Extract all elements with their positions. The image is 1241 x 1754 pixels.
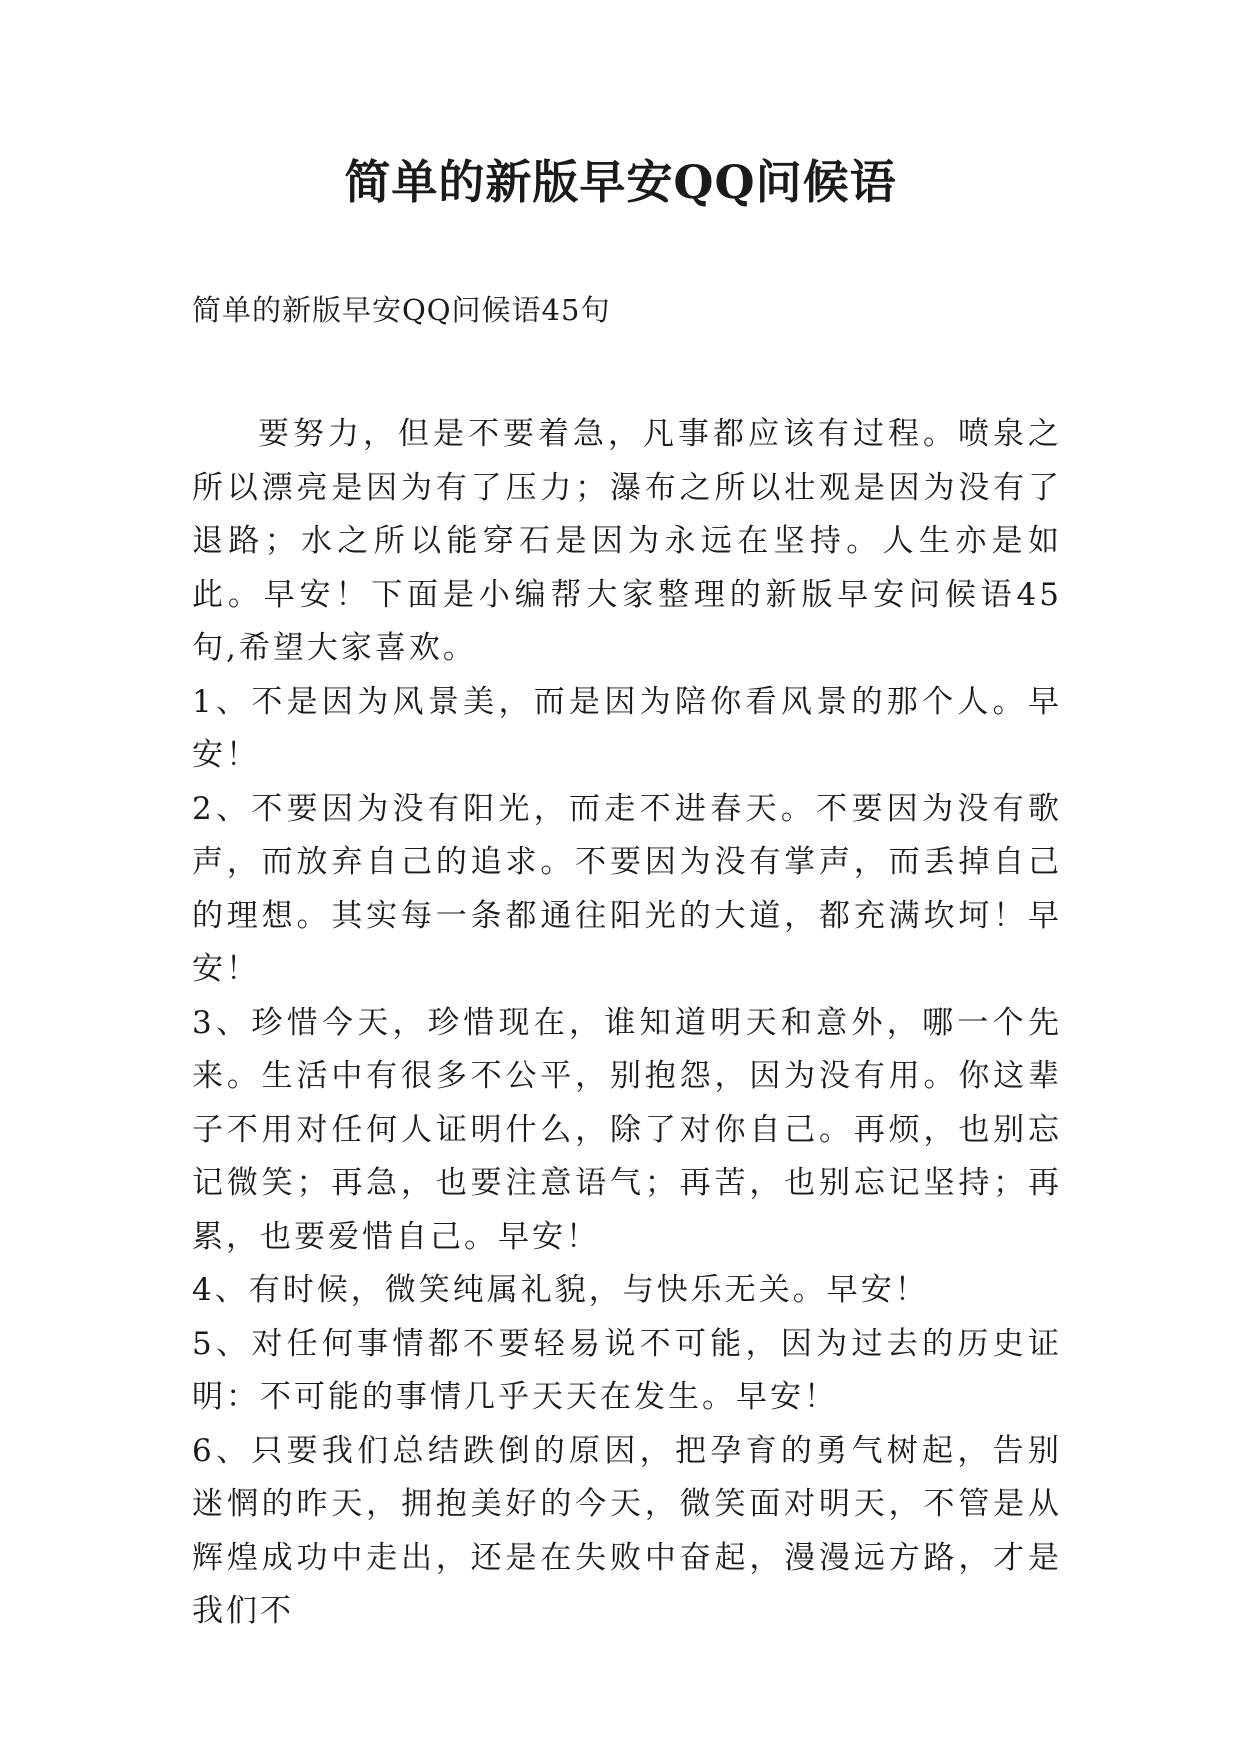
list-item: 2、不要因为没有阳光，而走不进春天。不要因为没有歌声，而放弃自己的追求。不要因为没有掌声，而丢掉自己的理想。其实每一条都通往阳光的大道，都充满坎坷！早安！ bbox=[192, 790, 1062, 987]
intro-paragraph: 要努力，但是不要着急，凡事都应该有过程。喷泉之所以漂亮是因为有了压力；瀑布之所以壮观是因为没有了退路；水之所以能穿石是因为永远在坚持。人生亦是如此。早安！下面是小编帮大家整理的新版早安问候语45句,希望大家喜欢。 bbox=[192, 416, 1062, 666]
document-subtitle: 简单的新版早安QQ问候语45句 bbox=[192, 293, 611, 327]
list-item: 1、不是因为风景美，而是因为陪你看风景的那个人。早安！ bbox=[192, 683, 1062, 773]
list-item: 6、只要我们总结跌倒的原因，把孕育的勇气树起，告别迷惘的昨天，拥抱美好的今天，微笑面对明天，不管是从辉煌成功中走出，还是在失败中奋起，漫漫远方路，才是我们不 bbox=[192, 1432, 1062, 1629]
document-title: 简单的新版早安QQ问候语 bbox=[344, 155, 897, 209]
list-item: 3、珍惜今天，珍惜现在，谁知道明天和意外，哪一个先来。生活中有很多不公平，别抱怨，因为没有用。你这辈子不用对任何人证明什么，除了对你自己。再烦，也别忘记微笑；再急，也要注意语气；再苦，也别忘记坚持；再累，也要爱惜自己。早安！ bbox=[192, 1004, 1062, 1255]
document-body bbox=[192, 408, 1062, 1639]
list-item: 4、有时候，微笑纯属礼貌，与快乐无关。早安！ bbox=[192, 1272, 929, 1308]
list-item: 5、对任何事情都不要轻易说不可能，因为过去的历史证明：不可能的事情几乎天天在发生。早安！ bbox=[192, 1325, 1062, 1415]
